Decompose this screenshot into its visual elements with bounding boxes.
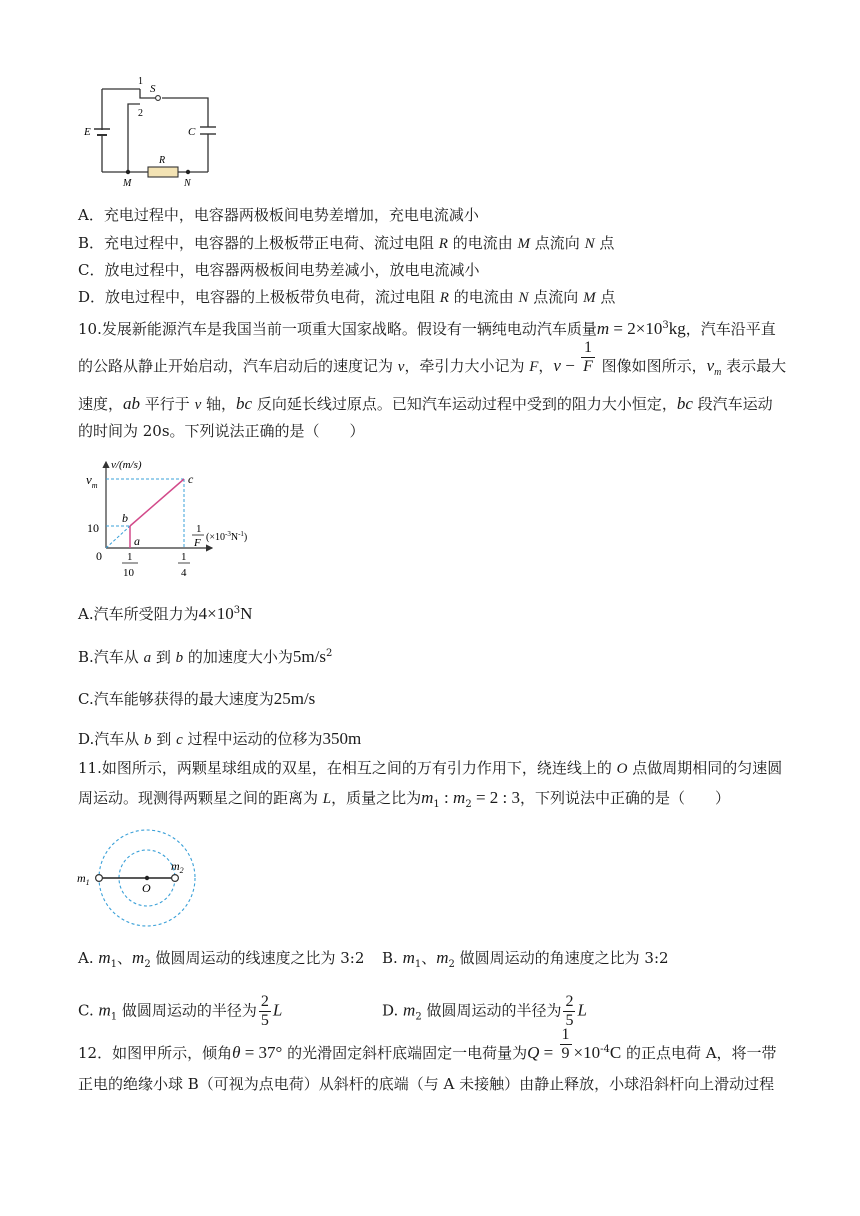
binary-star-diagram bbox=[74, 824, 204, 930]
q10-option-a: A.汽车所受阻力为$4\times 10^3N$ bbox=[78, 604, 253, 623]
y-axis-label: v/(m/s) bbox=[111, 459, 142, 471]
capacitor-label: C bbox=[188, 126, 196, 138]
q12-stem-line2: 正电的绝缘小球 B（可视为点电荷）从斜杆的底端（与 A 未接触）由静止释放，小球沿斜杆向上滑动过程 bbox=[78, 1075, 775, 1093]
point-a-label: a bbox=[134, 534, 140, 548]
q10-option-c: C.汽车能够获得的最大速度为25m/s bbox=[78, 689, 316, 708]
x-tick-1-10-num: 1 bbox=[127, 551, 133, 563]
emf-label: E bbox=[84, 126, 91, 138]
x-axis-num: 1 bbox=[196, 523, 202, 535]
vm-label: $v_m$ bbox=[86, 472, 98, 490]
switch-label: S bbox=[150, 83, 156, 95]
velocity-graph bbox=[82, 456, 282, 584]
x-tick-1-10-den: 10 bbox=[123, 567, 134, 579]
q10-option-b: B.汽车从 a 到 b 的加速度大小为$5m/s^2$ bbox=[78, 647, 333, 666]
circuit-diagram bbox=[80, 72, 220, 194]
star-m2-label: $m_2$ bbox=[171, 859, 184, 875]
x-axis-den: F bbox=[194, 537, 201, 549]
node-n-label: N bbox=[184, 178, 191, 189]
q10-stem-line1: 10.发展新能源汽车是我国当前一项重大国家战略。假设有一辆纯电动汽车质量$m = 2\times 10^3kg$，汽车沿平直 bbox=[78, 319, 776, 338]
q10-stem-line2: 的公路从静止开始启动，汽车启动后的速度记为 v，牵引力大小记为 F，v − $\frac{1}{F}$ 图像如图所示，$v_m$ 表示最大 bbox=[78, 338, 787, 378]
y-tick-10: 10 bbox=[87, 521, 99, 535]
q11-option-b: B. $m_1$、$m_2$ 做圆周运动的角速度之比为 3:2 bbox=[382, 948, 669, 970]
q9-option-c: C．放电过程中，电容器两极板间电势差减小，放电电流减小 bbox=[78, 261, 480, 279]
q11-stem-line2: 周运动。现测得两颗星之间的距离为 L，质量之比为$m_1$ : $m_2 = 2$ : 3，下列说法中正确的是（ ） bbox=[78, 788, 731, 810]
q11-option-c: C. $m_1$ 做圆周运动的半径为 $\frac{2}{5}$ L bbox=[78, 993, 283, 1029]
center-o-label: O bbox=[142, 881, 151, 895]
switch-pos-2: 2 bbox=[138, 108, 143, 119]
q10-stem-line3: 速度，ab 平行于 v 轴，bc 反向延长线过原点。已知汽车运动过程中受到的阻力大小恒定，bc 段汽车运动 bbox=[78, 394, 773, 413]
point-c-label: c bbox=[188, 472, 194, 486]
q10-option-d: D.汽车从 b 到 c 过程中运动的位移为350m bbox=[78, 729, 362, 748]
star-m1-label: $m_1$ bbox=[77, 871, 90, 887]
q9-option-a: A．充电过程中，电容器两极板间电势差增加，充电电流减小 bbox=[78, 206, 479, 224]
origin-label: 0 bbox=[96, 549, 102, 563]
switch-pos-1: 1 bbox=[138, 76, 143, 87]
q9-option-b: B．充电过程中，电容器的上极板带正电荷、流过电阻 R 的电流由 M 点流向 N 点 bbox=[78, 234, 615, 252]
q11-stem-line1: 11.如图所示，两颗星球组成的双星，在相互之间的万有引力作用下，绕连线上的 O 点做周期相同的匀速圆 bbox=[78, 759, 783, 777]
q12-stem-line1: 12．如图甲所示，倾角θ = 37° 的光滑固定斜杆底端固定一电荷量为Q = $\frac{1}{9}$ $\times 10^{-4}C$ 的正点电荷 A，将一带 bbox=[78, 1025, 777, 1062]
q11-option-a: A. $m_1$、$m_2$ 做圆周运动的线速度之比为 3:2 bbox=[78, 948, 365, 970]
resistor-label: R bbox=[159, 155, 166, 166]
x-axis-unit: $(\times 10^{-3}N^{-1})$ bbox=[206, 530, 248, 543]
x-tick-1-4-num: 1 bbox=[181, 551, 187, 563]
q10-stem-line4: 的时间为 20s。下列说法正确的是（ ） bbox=[78, 422, 365, 440]
q11-option-d: D. $m_2$ 做圆周运动的半径为 $\frac{2}{5}$ L bbox=[382, 993, 587, 1029]
x-tick-1-4-den: 4 bbox=[181, 567, 187, 579]
node-m-label: M bbox=[123, 178, 132, 189]
point-b-label: b bbox=[122, 511, 128, 525]
q9-option-d: D．放电过程中，电容器的上极板带负电荷，流过电阻 R 的电流由 N 点流向 M 点 bbox=[78, 288, 616, 306]
